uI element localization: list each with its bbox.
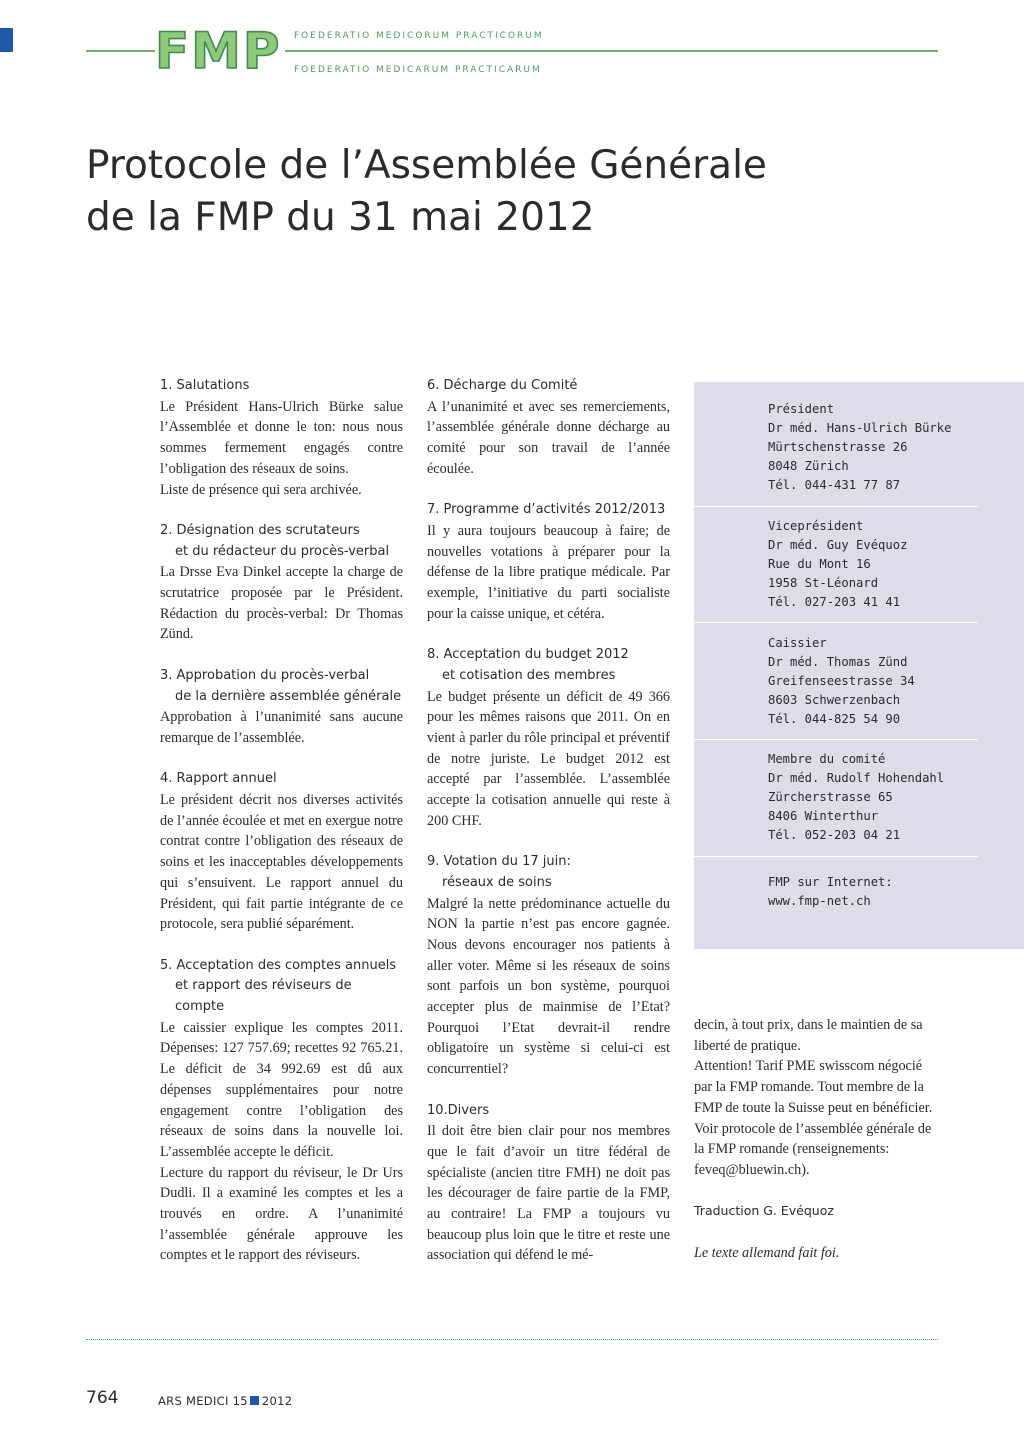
section-heading-line: 6. Décharge du Comité [427, 378, 578, 393]
journal-info [158, 1394, 292, 1408]
paragraph: Le président décrit nos diverses activités de l’année écoulée et met en exergue notre contrat contre l’obligation des réseaux de soins et les inacceptables développements qui s’ensuivent. Le rapport annuel du Président, qui fait partie intégrante de ce protocole, sera publié séparément. [160, 792, 403, 933]
contact-line: Dr méd. Guy Evéquoz [768, 538, 908, 552]
page-number: 764 [86, 1388, 119, 1408]
square-bullet-icon [250, 1396, 259, 1405]
journal-name: ARS MEDICI 15 [158, 1394, 248, 1408]
contact-line: Dr méd. Hans-Ulrich Bürke [768, 421, 952, 435]
section-heading-line: 4. Rapport annuel [160, 771, 277, 787]
section-heading-line: 9. Votation du 17 juin: [427, 854, 571, 870]
section-heading-line: de la dernière assemblée générale [175, 688, 402, 704]
section-heading [427, 852, 670, 893]
header-line-1: FOEDERATIO MEDICORUM PRACTICORUM [294, 31, 544, 41]
article-section [160, 376, 403, 500]
contact-block [768, 750, 968, 845]
paragraph: Le budget présente un déficit de 49 366 pour les mêmes raisons que 2011. On en vient à parler du rôle principal et préventif de notre juriste. Le budget 2012 est accepté par l’assemblée. L’assemblée accepte la cotisation annuelle qui reste à 200 CHF. [427, 688, 670, 829]
article-section [160, 521, 403, 645]
contact-block [768, 634, 968, 729]
paragraph: Malgré la nette prédominance actuelle du NON la partie n’est pas encore gagnée. Nous devons encourager nos patients à aller voter. Même si les réseaux de soins sont parfois un bon système, pourquoi accepter plus de mainmise de l’Etat? Pourquoi l’Etat devrait-il rendre obligatoire un système si celui-ci est concurrentiel? [427, 895, 670, 1078]
article-section [160, 769, 403, 935]
section-heading [427, 376, 670, 397]
contact-line: www.fmp-net.ch [768, 894, 871, 908]
corner-marker [0, 28, 13, 52]
contact-line: 8603 Schwerzenbach [768, 693, 901, 707]
section-heading-line: 10.Divers [427, 1102, 490, 1118]
section-heading [427, 645, 670, 686]
contact-block [768, 873, 968, 911]
section-heading-line: et cotisation des membres [442, 667, 616, 683]
article-section [427, 376, 670, 480]
article-column-1 [160, 376, 403, 1287]
section-heading [160, 521, 403, 562]
contact-divider [694, 856, 978, 857]
contact-line: Président [768, 402, 835, 416]
paragraph: Il doit être bien clair pour nos membres que le fait d’avoir un titre fédéral de spécialiste (ancien titre FMH) ne doit pas les décourager de faire partie de la FMP, au contraire! La FMP a toujours vu beaucoup plus loin que le titre et reste une association qui défend le mé- [427, 1123, 670, 1264]
section-heading [427, 1101, 670, 1122]
journal-year: 2012 [261, 1394, 293, 1408]
section-heading-line: et du rédacteur du procès-verbal [175, 543, 390, 559]
contact-line: Rue du Mont 16 [768, 557, 871, 571]
contact-line: Dr méd. Thomas Zünd [768, 655, 908, 669]
contact-line: Dr méd. Rudolf Hohendahl [768, 771, 945, 785]
section-heading-line: 8. Acceptation du budget 2012 [427, 647, 629, 663]
language-note: Le texte allemand fait foi. [694, 1244, 840, 1261]
contact-line: Tél. 052-203 04 21 [768, 828, 901, 842]
contact-block [768, 400, 968, 495]
contact-line: Greifenseestrasse 34 [768, 674, 915, 688]
paragraph: Le Président Hans-Ulrich Bürke salue l’Assemblée et donne le ton: nous nous sommes fermement engagés contre l’obligation des réseaux de soins. [160, 398, 403, 477]
contact-line: Tél. 044-825 54 90 [768, 712, 901, 726]
fmp-logo: FMP [155, 22, 285, 80]
title-line-1: Protocole de l’Assemblée Générale [86, 143, 767, 188]
contact-line: Caissier [768, 636, 827, 650]
section-heading [160, 376, 403, 397]
contact-line: Membre du comité [768, 752, 886, 766]
article-section [427, 500, 670, 624]
contact-line: 8406 Winterthur [768, 809, 879, 823]
section-heading-line: et rapport des réviseurs de compte [175, 978, 352, 1015]
contact-line: Zürcherstrasse 65 [768, 790, 893, 804]
paragraph: Lecture du rapport du réviseur, le Dr Urs Dudli. Il a examiné les comptes et les a trouvés en ordre. A l’unanimité l’assemblée générale approuve les comptes et le rapport des réviseurs. [160, 1164, 403, 1264]
section-heading-line: 7. Programme d’activités 2012/2013 [427, 502, 666, 518]
article-section [427, 852, 670, 1080]
section-heading [160, 956, 403, 1018]
article-column-2 [427, 376, 670, 1287]
paragraph: decin, à tout prix, dans le maintien de sa liberté de pratique. [694, 1017, 923, 1054]
paragraph: Il y aura toujours beaucoup à faire; de nouvelles votations à préparer pour la défense de la libre pratique médicale. Par exemple, l’initiative du parti socialiste pour la caisse unique, et cétéra. [427, 522, 670, 622]
paragraph: Attention! Tarif PME swisscom négocié par la FMP romande. Tout membre de la FMP de toute la Suisse peut en bénéficier. Voir protocole de l’assemblée générale de la FMP romande (renseignements: feveq@bluewin.ch). [694, 1058, 933, 1178]
section-heading-line: 5. Acceptation des comptes annuels [160, 957, 397, 973]
contact-block [768, 517, 968, 612]
contact-line: Viceprésident [768, 519, 864, 533]
section-heading-line: 2. Désignation des scrutateurs [160, 522, 360, 538]
title-line-2: de la FMP du 31 mai 2012 [86, 195, 595, 240]
article-section [160, 666, 403, 749]
paragraph: Approbation à l’unanimité sans aucune remarque de l’assemblée. [160, 709, 403, 746]
section-heading [160, 666, 403, 707]
paragraph: Liste de présence qui sera archivée. [160, 481, 362, 498]
contact-divider [694, 739, 978, 740]
section-heading-line: 3. Approbation du procès-verbal [160, 667, 370, 683]
contact-line: 1958 St-Léonard [768, 576, 879, 590]
section-heading [160, 769, 403, 790]
article-column-3 [694, 1015, 937, 1263]
article-section [427, 1101, 670, 1267]
paragraph: A l’unanimité et avec ses remerciements, l’assemblée générale donne décharge au comité pour son travail de l’année écoulée. [427, 398, 670, 477]
contact-line: Tél. 027-203 41 41 [768, 595, 901, 609]
translator-credit: Traduction G. Evéquoz [694, 1203, 834, 1219]
contact-line: Mürtschenstrasse 26 [768, 440, 908, 454]
paragraph: La Drsse Eva Dinkel accepte la charge de scrutatrice proposée par le Président. Rédaction du procès-verbal: Dr Thomas Zünd. [160, 564, 403, 643]
section-heading [427, 500, 670, 521]
contact-divider [694, 622, 978, 623]
contact-line: FMP sur Internet: [768, 875, 893, 889]
contact-divider [694, 506, 978, 507]
header-line-2: FOEDERATIO MEDICARUM PRACTICARUM [294, 65, 542, 75]
article-section [160, 956, 403, 1267]
article-section [427, 645, 670, 831]
page-title [86, 140, 767, 244]
contact-line: 8048 Zürich [768, 459, 849, 473]
footer-rule [86, 1339, 938, 1340]
paragraph: Le caissier explique les comptes 2011. Dépenses: 127 757.69; recettes 92 765.21. Le déficit de 34 992.69 est dû aux dépenses supplémentaires pour notre engagement contre l’obligation des réseaux de soins dans la nouvelle loi. L’assemblée accepte le déficit. [160, 1019, 403, 1160]
contact-line: Tél. 044-431 77 87 [768, 478, 901, 492]
section-heading-line: réseaux de soins [442, 874, 552, 890]
section-heading-line: 1. Salutations [160, 378, 250, 393]
